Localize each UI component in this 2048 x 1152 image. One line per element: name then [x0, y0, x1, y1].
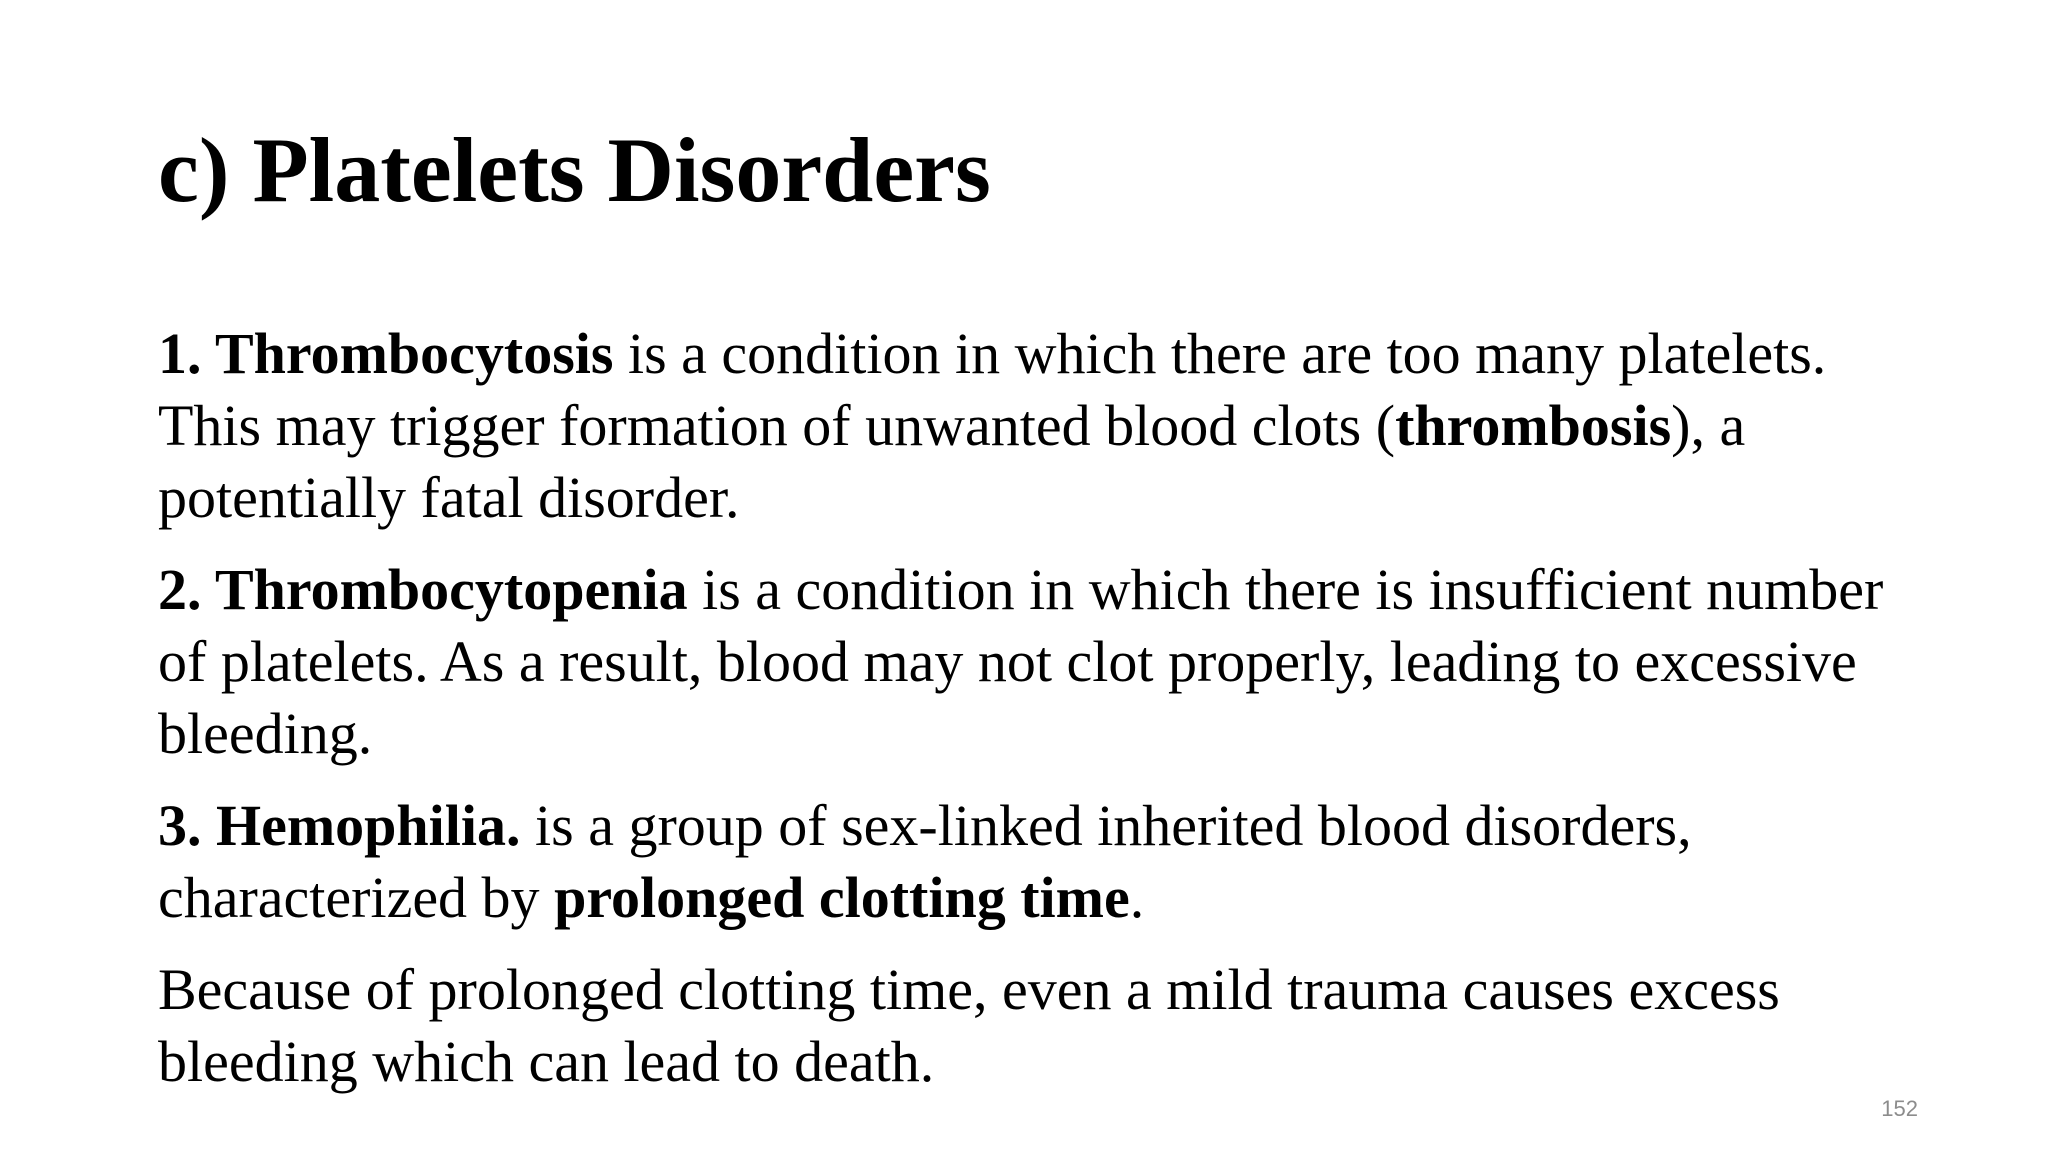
- term-thrombosis: thrombosis: [1395, 393, 1672, 458]
- paragraph-thrombocytosis: [158, 318, 1918, 534]
- slide-title: c) Platelets Disorders: [158, 119, 991, 221]
- paragraph-hemophilia: [158, 790, 1918, 934]
- slide-body: [158, 318, 1918, 1098]
- paragraph-consequence: [158, 954, 1918, 1098]
- paragraph-text: is a condition in which there are too many platelets. This may trigger formation of unwanted blood clots (: [158, 321, 1827, 458]
- paragraph-text: ), a potentially fatal disorder.: [158, 393, 1746, 530]
- term-thrombocytosis: 1. Thrombocytosis: [158, 321, 614, 386]
- paragraph-text: is a group of sex-linked inherited blood disorders, characterized by: [158, 793, 1692, 930]
- paragraph-text: is a condition in which there is insufficient number of platelets. As a result, blood may not clot properly, leading to excessive bleeding.: [158, 557, 1884, 766]
- term-prolonged-clotting-time: prolonged clotting time: [554, 865, 1130, 930]
- term-thrombocytopenia: 2. Thrombocytopenia: [158, 557, 688, 622]
- paragraph-thrombocytopenia: [158, 554, 1918, 770]
- paragraph-text: .: [1129, 865, 1145, 930]
- paragraph-text: Because of prolonged clotting time, even a mild trauma causes excess bleeding which can lead to death.: [158, 957, 1780, 1094]
- term-hemophilia: 3. Hemophilia.: [158, 793, 521, 858]
- page-number: 152: [1881, 1096, 1918, 1121]
